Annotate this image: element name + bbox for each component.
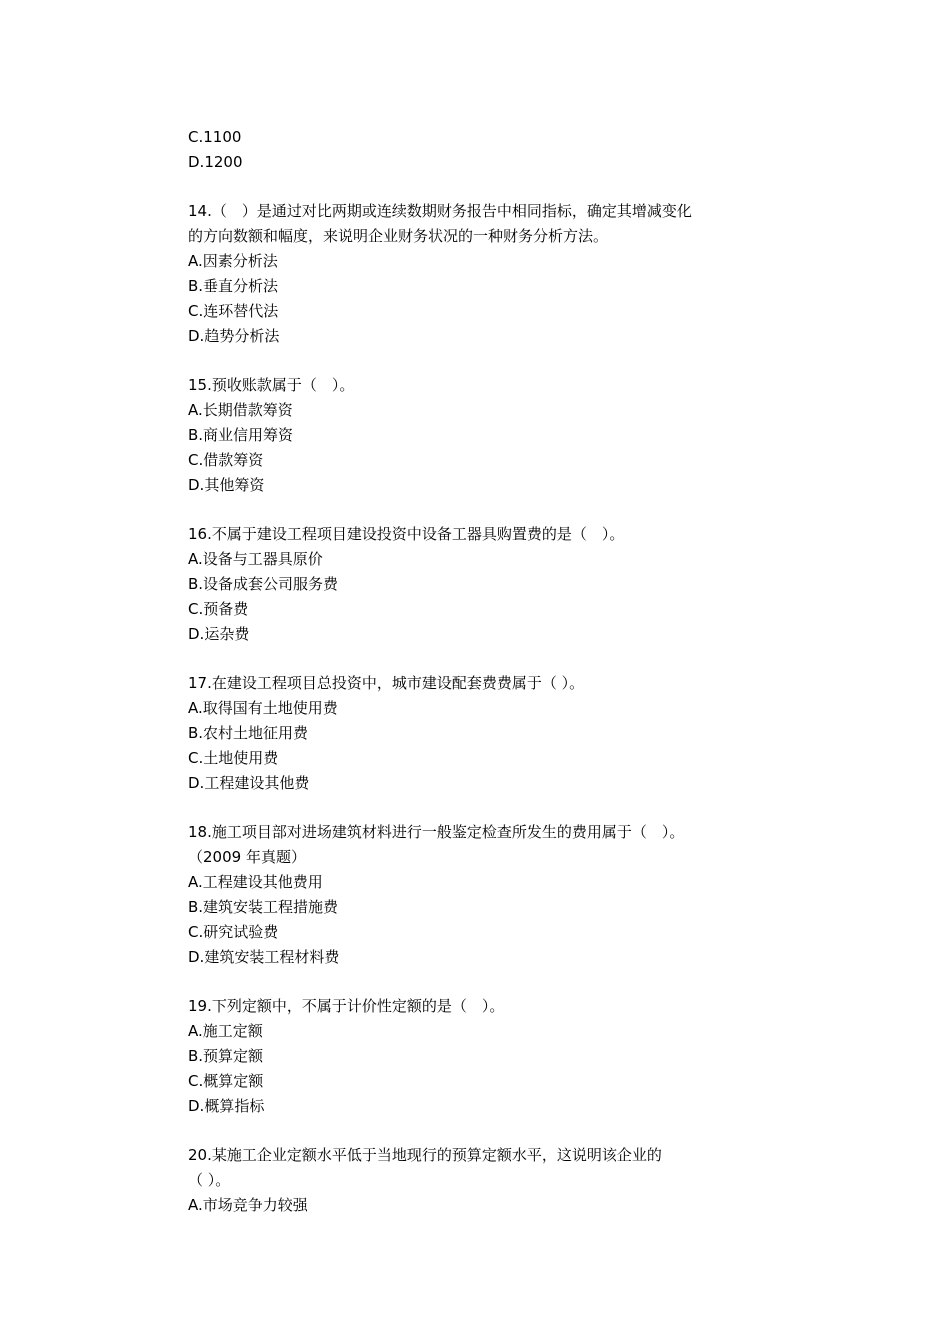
option-text: D.概算指标 [188,1097,265,1115]
option-text: D.1200 [188,153,243,171]
question-19 [188,994,768,1119]
question-stem: 20.某施工企业定额水平低于当地现行的预算定额水平，这说明该企业的 [188,1146,662,1164]
option-text: A.工程建设其他费用 [188,873,323,891]
option-text: C.概算定额 [188,1072,264,1090]
option-text: D.工程建设其他费 [188,774,310,792]
question-14 [188,199,768,349]
option-text: D.其他筹资 [188,476,265,494]
question-stem: （ ）。 [188,1171,231,1189]
option-text: A.施工定额 [188,1022,263,1040]
option-text: B.设备成套公司服务费 [188,575,339,593]
option-text: B.农村土地征用费 [188,724,309,742]
spacer [188,647,768,671]
question-16 [188,522,768,647]
option-text: D.趋势分析法 [188,327,280,345]
spacer [188,1119,768,1143]
option-text: B.建筑安装工程措施费 [188,898,339,916]
option-text: C.借款筹资 [188,451,264,469]
document-page [188,125,768,1218]
option-text: D.运杂费 [188,625,250,643]
question-15 [188,373,768,498]
spacer [188,349,768,373]
option-text: B.预算定额 [188,1047,264,1065]
question-stem: 14.（ ）是通过对比两期或连续数期财务报告中相同指标，确定其增减变化 [188,202,692,220]
option-text: C.预备费 [188,600,249,618]
option-text: C.土地使用费 [188,749,279,767]
spacer [188,175,768,199]
option-text: C.研究试验费 [188,923,279,941]
option-text: C.1100 [188,128,242,146]
question-stem: 19.下列定额中，不属于计价性定额的是（ ）。 [188,997,505,1015]
question-stem: 的方向数额和幅度，来说明企业财务状况的一种财务分析方法。 [188,227,609,245]
question-stem: 16.不属于建设工程项目建设投资中设备工器具购置费的是（ ）。 [188,525,625,543]
question-20 [188,1143,768,1218]
question-stem: （2009 年真题） [188,848,306,866]
option-text: C.连环替代法 [188,302,279,320]
option-text: A.市场竞争力较强 [188,1196,308,1214]
option-text: B.商业信用筹资 [188,426,294,444]
option-text: D.建筑安装工程材料费 [188,948,340,966]
spacer [188,498,768,522]
lead-options [188,125,768,175]
question-18 [188,820,768,970]
question-stem: 15.预收账款属于（ ）。 [188,376,355,394]
option-text: A.因素分析法 [188,252,278,270]
option-text: A.取得国有土地使用费 [188,699,338,717]
question-stem: 18.施工项目部对进场建筑材料进行一般鉴定检查所发生的费用属于（ ）。 [188,823,685,841]
option-text: B.垂直分析法 [188,277,279,295]
spacer [188,970,768,994]
option-text: A.长期借款筹资 [188,401,293,419]
option-text: A.设备与工器具原价 [188,550,323,568]
question-stem: 17.在建设工程项目总投资中，城市建设配套费费属于（ ）。 [188,674,585,692]
question-17 [188,671,768,796]
spacer [188,796,768,820]
